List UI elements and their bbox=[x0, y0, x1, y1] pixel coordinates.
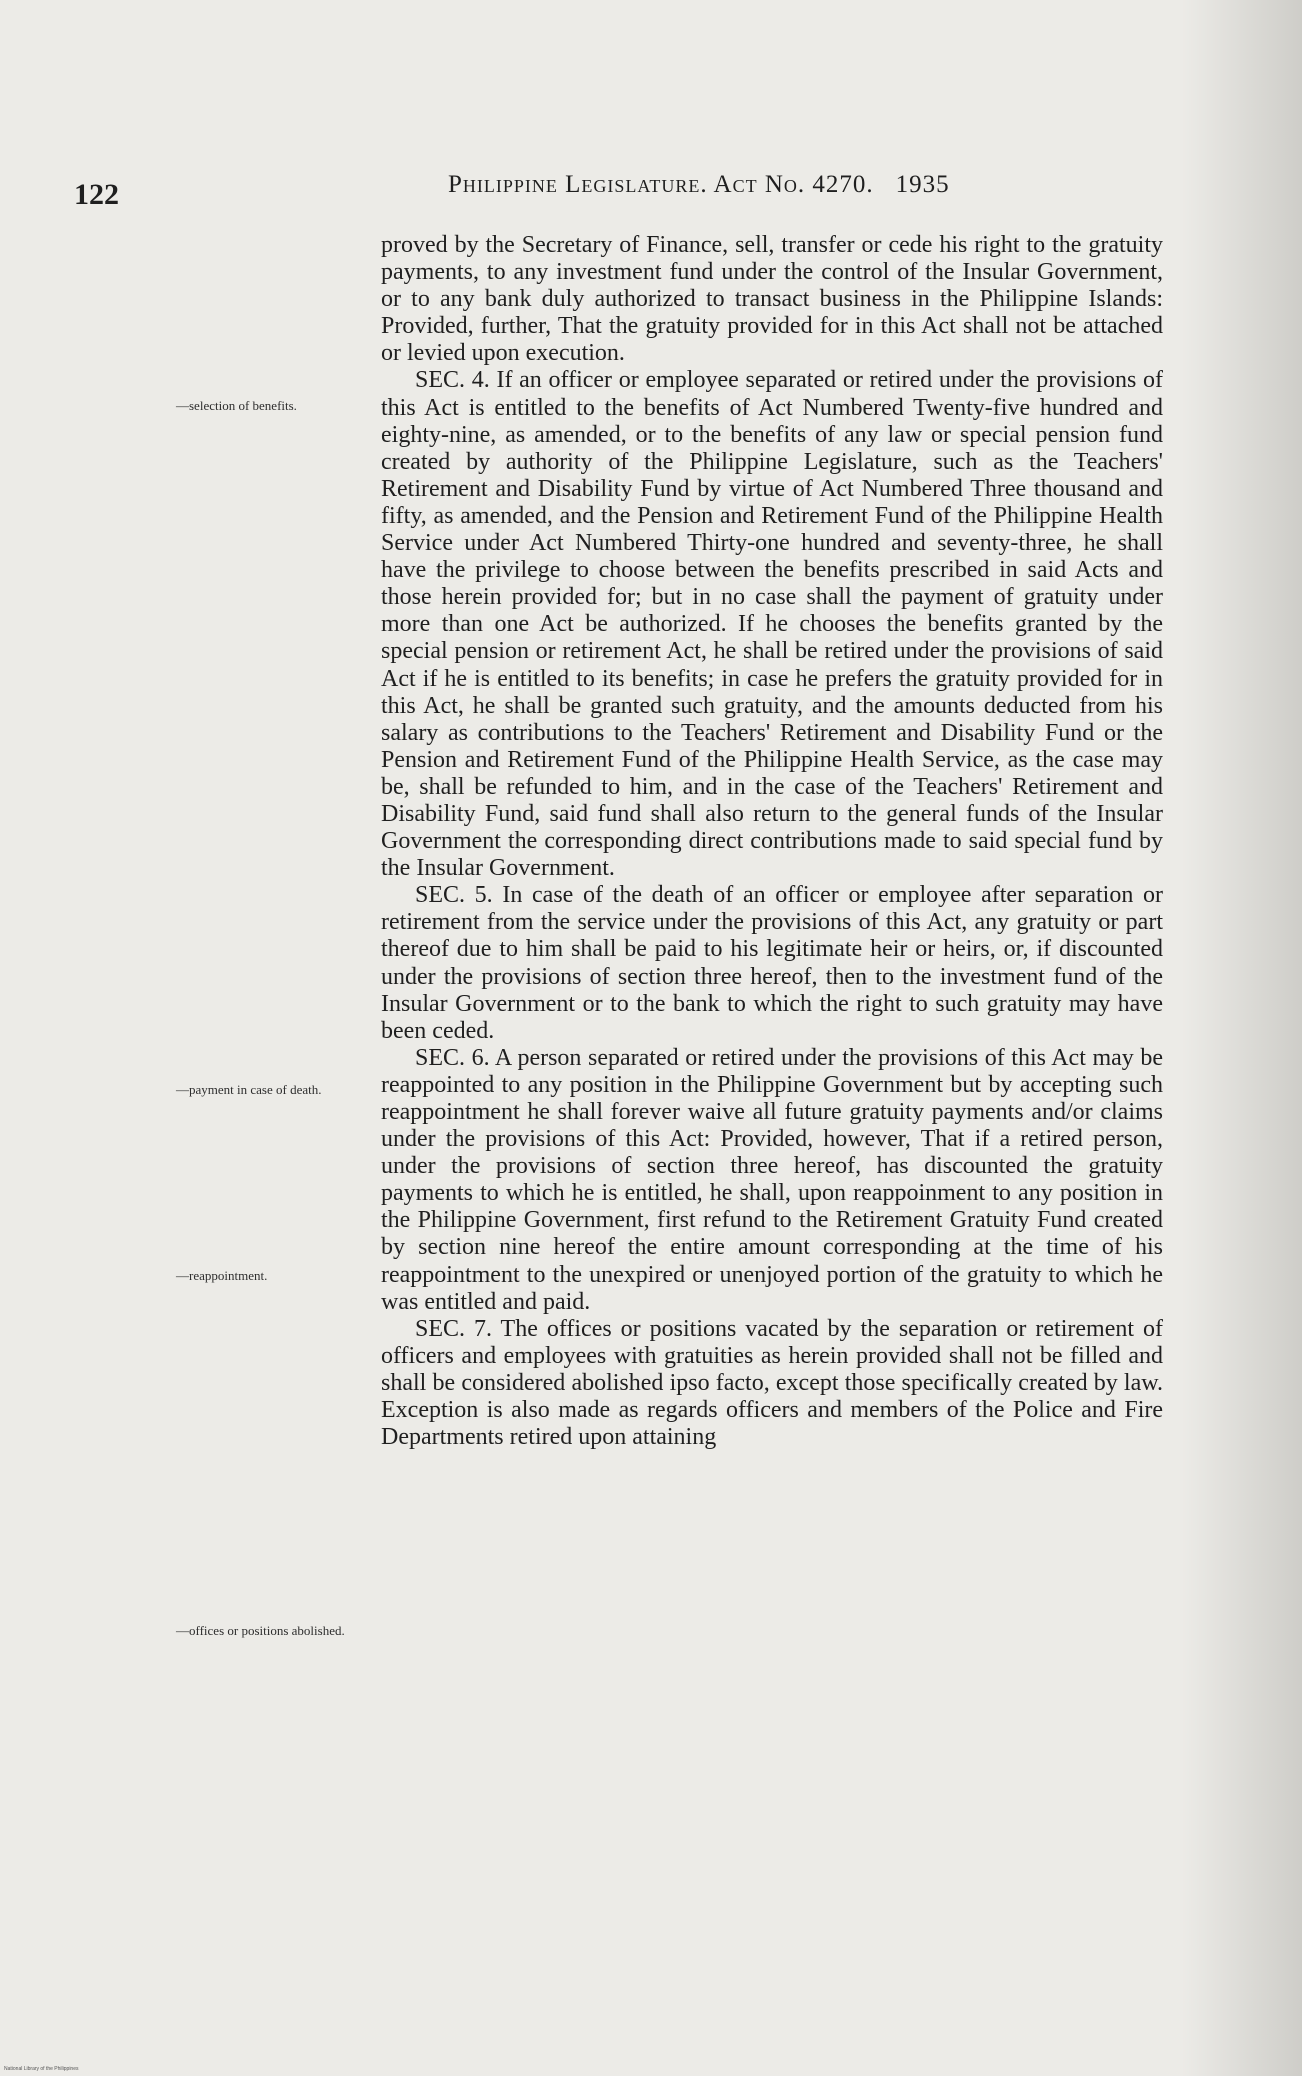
paragraph-sec-7: SEC. 7. The offices or positions vacated by the separation or retirement of officers and employees with gratuities as herein provided shall not be filled and shall be considered abolished ipso facto, except those specifically created by law. Exception is also made as regards officers and members of the Police and Fire Departments retired upon attaining bbox=[381, 1315, 1163, 1451]
page-edge-shadow bbox=[1182, 0, 1302, 2076]
margin-note-payment-in-case-of-death: —payment in case of death. bbox=[176, 1082, 322, 1097]
running-header bbox=[448, 171, 1168, 199]
margin-note-offices-abolished: —offices or positions abolished. bbox=[176, 1623, 345, 1638]
running-year: 1935 bbox=[895, 171, 950, 198]
act-body-text bbox=[381, 232, 1163, 1451]
page-number: 122 bbox=[74, 178, 119, 211]
paragraph-sec-4: SEC. 4. If an officer or employee separated or retired under the provisions of this Act is entitled to the benefits of Act Numbered Twenty-five hundred and eighty-nine, as amended, or to the benefits of any law or special pension fund created by authority of the Philippine Legislature, such as the Teachers' Retirement and Disability Fund by virtue of Act Numbered Three thousand and fifty, as amended, and the Pension and Retirement Fund of the Philippine Health Service under Act Numbered Thirty-one hundred and seventy-three, he shall have the privilege to choose between the benefits prescribed in said Acts and those herein provided for; but in no case shall the payment of gratuity under more than one Act be authorized. If he chooses the benefits granted by the special pension or retirement Act, he shall be retired under the provisions of said Act if he is entitled to its benefits; in case he prefers the gratuity provided for in this Act, he shall be granted such gratuity, and the amounts deducted from his salary as contributions to the Teachers' Retirement and Disability Fund or the Pension and Retirement Fund of the Philippine Health Service, as the case may be, shall be refunded to him, and in the case of the Teachers' Retirement and Disability Fund, said fund shall also return to the general funds of the Insular Government the corresponding direct contributions made to said special fund by the Insular Government. bbox=[381, 367, 1163, 882]
paragraph-sec-5: SEC. 5. In case of the death of an officer or employee after separation or retirement from the service under the provisions of this Act, any gratuity or part thereof due to him shall be paid to his legitimate heir or heirs, or, if discounted under the provisions of section three hereof, then to the investment fund of the Insular Government or to the bank to which the right to such gratuity may have been ceded. bbox=[381, 882, 1163, 1044]
paragraph-sec-6: SEC. 6. A person separated or retired under the provisions of this Act may be reappointed to any position in the Philippine Government but by accepting such reappointment he shall forever waive all future gratuity payments and/or claims under the provisions of this Act: Provided, however, That if a retired person, under the provisions of section three hereof, has discounted the gratuity payments to which he is entitled, he shall, upon reappoinment to any position in the Philippine Government, first refund to the Retirement Gratuity Fund created by section nine hereof the entire amount corresponding at the time of his reappointment to the unexpired or unenjoyed portion of the gratuity to which he was entitled and paid. bbox=[381, 1044, 1163, 1315]
running-title: Philippine Legislature. Act No. 4270. bbox=[448, 171, 874, 198]
margin-note-selection-of-benefits: —selection of benefits. bbox=[176, 398, 297, 413]
margin-note-reappointment: —reappointment. bbox=[176, 1268, 268, 1283]
scan-footer: National Library of the Philippines bbox=[4, 2066, 79, 2072]
paragraph-continued: proved by the Secretary of Finance, sell, transfer or cede his right to the gratuity payments, to any investment fund under the control of the Insular Government, or to any bank duly authorized to transact business in the Philippine Islands: Provided, further, That the gratuity provided for in this Act shall not be attached or levied upon execution. bbox=[381, 232, 1163, 367]
